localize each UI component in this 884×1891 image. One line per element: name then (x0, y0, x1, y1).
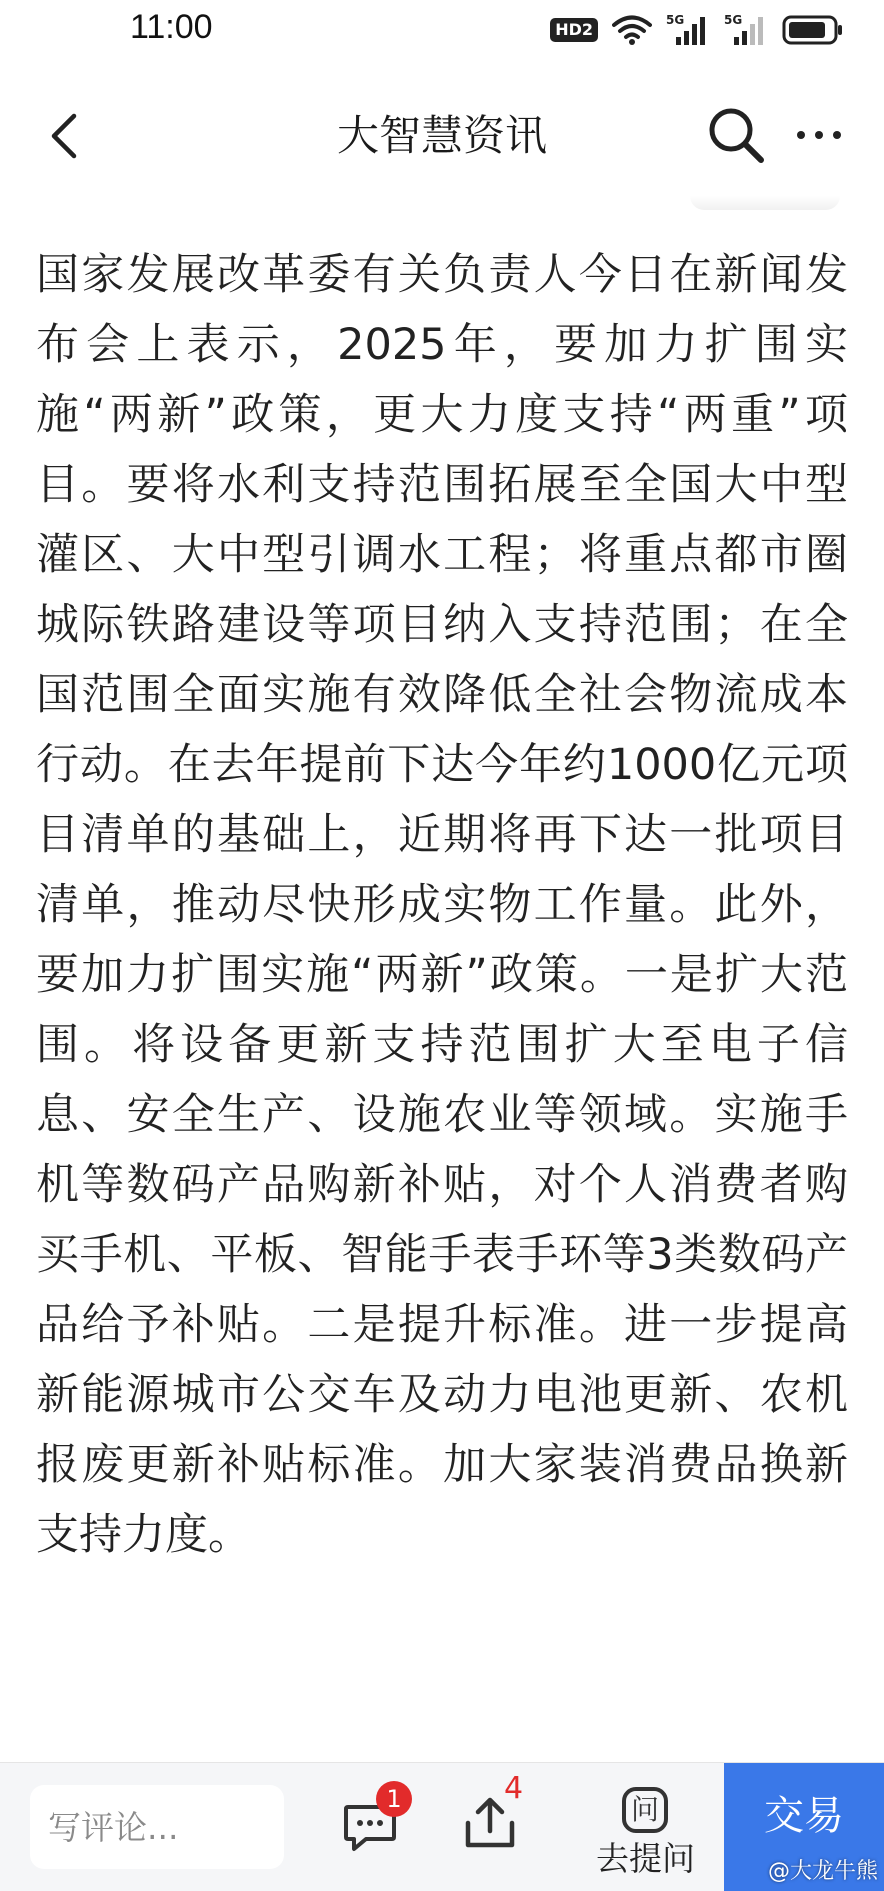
status-bar (0, 0, 884, 62)
search-button[interactable] (705, 104, 767, 166)
more-dots-icon (792, 110, 846, 160)
bottom-bar (0, 1762, 884, 1891)
share-count: 4 (504, 1771, 524, 1806)
hd-voice-icon: HD2 (550, 18, 598, 42)
nav-bar (0, 80, 884, 192)
comment-input[interactable] (30, 1785, 284, 1869)
status-icons (550, 12, 844, 48)
signal-icon (666, 13, 710, 47)
battery-icon (782, 14, 844, 46)
ask-icon: 问 (622, 1787, 668, 1833)
search-icon (705, 104, 767, 166)
article-body (36, 240, 848, 1570)
status-time: 11:00 (130, 8, 213, 46)
sim2-label: 5G (724, 13, 743, 27)
article-paragraph: 国家发展改革委有关负责人今日在新闻发布会上表示，2025年，要加力扩围实施“两新”政策，更大力度支持“两重”项目。要将水利支持范围拓展至全国大中型灌区、大中型引调水工程；将重点都市圈城际铁路建设等项目纳入支持范围；在全国范围全面实施有效降低全社会物流成本行动。在去年提前下达今年约1000亿元项目清单的基础上，近期将再下达一批项目清单，推动尽快形成实物工作量。此外，要加力扩围实施“两新”政策。一是扩大范围。将设备更新支持范围扩大至电子信息、安全生产、设施农业等领域。实施手机等数码产品购新补贴，对个人消费者购买手机、平板、智能手表手环等3类数码产品给予补贴。二是提升标准。进一步提高新能源城市公交车及动力电池更新、农机报废更新补贴标准。加大家装消费品换新支持力度。 (36, 250, 848, 1560)
scroll-fade (690, 196, 840, 210)
page-title: 大智慧资讯 (336, 111, 547, 160)
sim1-label: 5G (666, 13, 685, 27)
comment-count-badge: 1 (376, 1781, 412, 1817)
ask-question-button[interactable] (590, 1763, 706, 1891)
watermark: @大龙牛熊 (767, 1859, 878, 1884)
share-button[interactable] (458, 1763, 538, 1891)
ask-label: 去提问 (596, 1839, 695, 1878)
wifi-icon (612, 14, 652, 46)
signal-icon (724, 13, 768, 47)
trade-button[interactable]: 交易 (724, 1763, 884, 1891)
comments-button[interactable] (336, 1763, 406, 1891)
more-button[interactable] (792, 110, 846, 160)
